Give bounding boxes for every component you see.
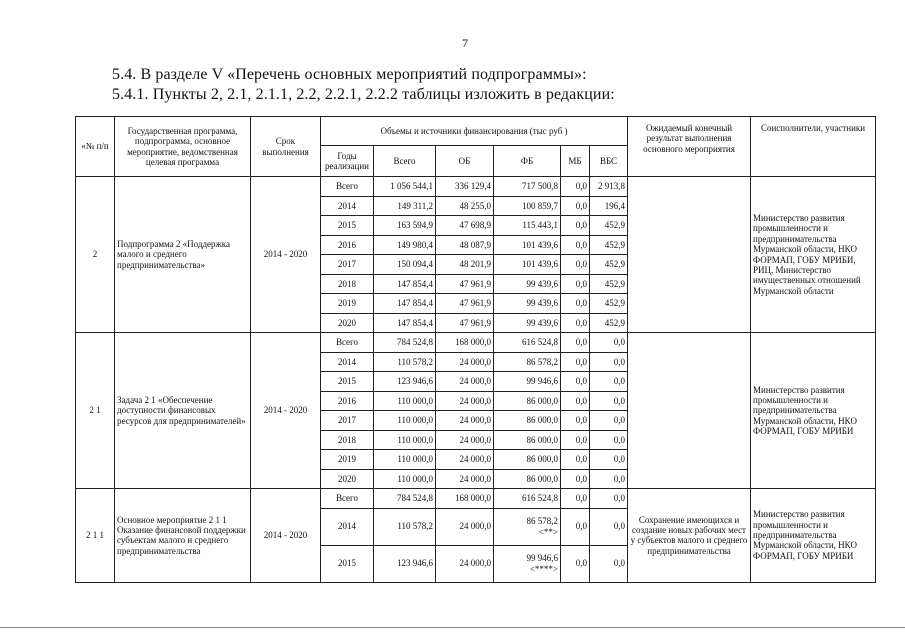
fb-cell	[494, 450, 561, 470]
mb-cell: 0,0	[561, 545, 590, 582]
mb-cell: 0,0	[561, 372, 590, 392]
term-cell: 2014 - 2020	[251, 333, 321, 489]
vbs-cell: 0,0	[590, 545, 628, 582]
ob-cell: 24 000,0	[436, 450, 494, 470]
fb-value: 101 439,6	[522, 239, 558, 250]
total-cell: 784 524,8	[374, 489, 436, 509]
total-cell: 1 056 544,1	[374, 177, 436, 197]
table-row	[76, 177, 876, 197]
fb-value: 100 859,7	[522, 200, 558, 211]
total-cell: 150 094,4	[374, 255, 436, 275]
fb-value: 616 524,8	[522, 337, 558, 348]
header-ob: ОБ	[436, 146, 494, 177]
fb-value: 86 000,0	[526, 434, 558, 445]
table-row	[76, 333, 876, 353]
mb-cell: 0,0	[561, 177, 590, 197]
term-cell: 2014 - 2020	[251, 177, 321, 333]
row-number: 2 1 1	[76, 489, 115, 583]
header-total: Всего	[374, 146, 436, 177]
fb-cell	[494, 177, 561, 197]
year-cell: 2016	[321, 391, 374, 411]
vbs-cell: 452,9	[590, 235, 628, 255]
vbs-cell: 0,0	[590, 372, 628, 392]
vbs-cell: 0,0	[590, 469, 628, 489]
header-coexec: Соисполнители, участники	[751, 117, 876, 177]
fb-value: 86 000,0	[526, 415, 558, 426]
ob-cell: 24 000,0	[436, 352, 494, 372]
header-mb: МБ	[561, 146, 590, 177]
subsection-heading: 5.4.1. Пункты 2, 2.1, 2.1.1, 2.2, 2.2.1, 2.2.2 таблицы изложить в редакции:	[112, 86, 615, 103]
co-executors: Министерство развития промышленности и предпринимательства Мурманской области, НКО ФОРМАП, ГОБУ МРИБИ, РИЦ, Министерство имущественных отношений Мурманской области	[751, 177, 876, 333]
fb-cell	[494, 255, 561, 275]
total-cell: 149 311,2	[374, 196, 436, 216]
fb-cell	[494, 411, 561, 431]
expected-result	[628, 333, 751, 489]
vbs-cell: 0,0	[590, 430, 628, 450]
mb-cell: 0,0	[561, 196, 590, 216]
year-cell: Всего	[321, 489, 374, 509]
fb-value: 99 439,6	[526, 298, 558, 309]
ob-cell: 24 000,0	[436, 391, 494, 411]
table-row	[76, 489, 876, 509]
total-cell: 784 524,8	[374, 333, 436, 353]
vbs-cell: 452,9	[590, 216, 628, 236]
ob-cell: 24 000,0	[436, 545, 494, 582]
section-heading: 5.4. В разделе V «Перечень основных мероприятий подпрограммы»:	[112, 66, 587, 83]
program-name: Подпрограмма 2 «Поддержка малого и среднего предпринимательства»	[115, 177, 251, 333]
mb-cell: 0,0	[561, 352, 590, 372]
mb-cell: 0,0	[561, 450, 590, 470]
ob-cell: 47 698,9	[436, 216, 494, 236]
mb-cell: 0,0	[561, 235, 590, 255]
vbs-cell: 0,0	[590, 352, 628, 372]
year-cell: 2015	[321, 545, 374, 582]
ob-cell: 168 000,0	[436, 333, 494, 353]
mb-cell: 0,0	[561, 294, 590, 314]
vbs-cell: 0,0	[590, 508, 628, 545]
fb-cell	[494, 430, 561, 450]
year-cell: 2020	[321, 469, 374, 489]
fb-cell	[494, 469, 561, 489]
total-cell: 110 000,0	[374, 430, 436, 450]
ob-cell: 24 000,0	[436, 469, 494, 489]
year-cell: 2019	[321, 294, 374, 314]
co-executors: Министерство развития промышленности и предпринимательства Мурманской области, НКО ФОРМАП, ГОБУ МРИБИ	[751, 333, 876, 489]
fb-cell	[494, 313, 561, 333]
total-cell: 147 854,4	[374, 313, 436, 333]
total-cell: 110 000,0	[374, 391, 436, 411]
total-cell: 147 854,4	[374, 274, 436, 294]
mb-cell: 0,0	[561, 469, 590, 489]
ob-cell: 24 000,0	[436, 411, 494, 431]
fb-value: 99 439,6	[526, 278, 558, 289]
vbs-cell: 0,0	[590, 411, 628, 431]
fb-footnote-mark: <****>	[529, 563, 558, 574]
mb-cell: 0,0	[561, 274, 590, 294]
mb-cell: 0,0	[561, 430, 590, 450]
mb-cell: 0,0	[561, 391, 590, 411]
total-cell: 110 578,2	[374, 508, 436, 545]
vbs-cell: 0,0	[590, 489, 628, 509]
mb-cell: 0,0	[561, 489, 590, 509]
ob-cell: 24 000,0	[436, 372, 494, 392]
program-name: Задача 2 1 «Обеспечение доступности финансовых ресурсов для предпринимателей»	[115, 333, 251, 489]
vbs-cell: 0,0	[590, 333, 628, 353]
vbs-cell: 196,4	[590, 196, 628, 216]
expected-result	[628, 177, 751, 333]
expected-result: Сохранение имеющихся и создание новых рабочих мест у субъектов малого и среднего предпринимательства	[628, 489, 751, 583]
vbs-cell: 452,9	[590, 313, 628, 333]
fb-value: 99 946,6	[526, 376, 558, 387]
term-cell: 2014 - 2020	[251, 489, 321, 583]
total-cell: 149 980,4	[374, 235, 436, 255]
ob-cell: 47 961,9	[436, 274, 494, 294]
header-funding: Объемы и источники финансирования (тыс руб )	[321, 117, 628, 146]
vbs-cell: 2 913,8	[590, 177, 628, 197]
year-cell: 2018	[321, 274, 374, 294]
fb-cell	[494, 391, 561, 411]
header-term: Срок выполнения	[251, 117, 321, 177]
year-cell: 2016	[321, 235, 374, 255]
ob-cell: 48 255,0	[436, 196, 494, 216]
fb-cell	[494, 196, 561, 216]
program-name: Основное мероприятие 2 1 1 Оказание финансовой поддержки субъектам малого и среднего предпринимательства	[115, 489, 251, 583]
vbs-cell: 0,0	[590, 450, 628, 470]
fb-value: 101 439,6	[522, 259, 558, 270]
header-result: Ожидаемый конечный результат выполнения основного мероприятия	[628, 117, 751, 177]
fb-cell	[494, 372, 561, 392]
ob-cell: 48 201,9	[436, 255, 494, 275]
fb-cell	[494, 333, 561, 353]
ob-cell: 168 000,0	[436, 489, 494, 509]
fb-cell	[494, 545, 561, 582]
mb-cell: 0,0	[561, 411, 590, 431]
year-cell: 2015	[321, 372, 374, 392]
fb-cell	[494, 489, 561, 509]
fb-value: 115 443,1	[522, 220, 558, 231]
fb-value: 86 000,0	[526, 454, 558, 465]
fb-footnote-mark: <**>	[538, 526, 558, 537]
year-cell: 2014	[321, 196, 374, 216]
header-program: Государственная программа, подпрограмма, основное мероприятие, ведомственная целевая программа	[115, 117, 251, 177]
co-executors: Министерство развития промышленности и предпринимательства Мурманской области, НКО ФОРМАП, ГОБУ МРИБИ	[751, 489, 876, 583]
fb-cell	[494, 235, 561, 255]
fb-value: 99 439,6	[526, 317, 558, 328]
ob-cell: 24 000,0	[436, 508, 494, 545]
vbs-cell: 452,9	[590, 294, 628, 314]
vbs-cell: 452,9	[590, 274, 628, 294]
fb-value: 99 946,6	[526, 552, 558, 563]
fb-cell	[494, 274, 561, 294]
header-years: Годы реализации	[321, 146, 374, 177]
ob-cell: 336 129,4	[436, 177, 494, 197]
mb-cell: 0,0	[561, 333, 590, 353]
scan-edge	[0, 627, 905, 628]
fb-cell	[494, 508, 561, 545]
measures-table	[75, 116, 876, 583]
ob-cell: 47 961,9	[436, 313, 494, 333]
fb-value: 616 524,8	[522, 493, 558, 504]
mb-cell: 0,0	[561, 508, 590, 545]
table-body	[76, 177, 876, 583]
fb-value: 86 578,2	[526, 515, 558, 526]
ob-cell: 47 961,9	[436, 294, 494, 314]
mb-cell: 0,0	[561, 255, 590, 275]
header-vbs: ВБС	[590, 146, 628, 177]
year-cell: 2014	[321, 352, 374, 372]
vbs-cell: 452,9	[590, 255, 628, 275]
mb-cell: 0,0	[561, 313, 590, 333]
year-cell: 2017	[321, 411, 374, 431]
year-cell: 2019	[321, 450, 374, 470]
header-fb: ФБ	[494, 146, 561, 177]
vbs-cell: 0,0	[590, 391, 628, 411]
total-cell: 123 946,6	[374, 545, 436, 582]
fb-cell	[494, 352, 561, 372]
fb-cell	[494, 294, 561, 314]
fb-value: 717 500,8	[522, 181, 558, 192]
ob-cell: 24 000,0	[436, 430, 494, 450]
year-cell: 2020	[321, 313, 374, 333]
header-num: «№ п/п	[76, 117, 115, 177]
total-cell: 110 578,2	[374, 352, 436, 372]
ob-cell: 48 087,9	[436, 235, 494, 255]
year-cell: 2015	[321, 216, 374, 236]
fb-value: 86 578,2	[526, 356, 558, 367]
row-number: 2	[76, 177, 115, 333]
page-number: 7	[462, 36, 468, 50]
total-cell: 163 594,9	[374, 216, 436, 236]
year-cell: 2017	[321, 255, 374, 275]
fb-cell	[494, 216, 561, 236]
total-cell: 147 854,4	[374, 294, 436, 314]
total-cell: 110 000,0	[374, 469, 436, 489]
year-cell: 2014	[321, 508, 374, 545]
fb-value: 86 000,0	[526, 473, 558, 484]
mb-cell: 0,0	[561, 216, 590, 236]
total-cell: 110 000,0	[374, 450, 436, 470]
year-cell: 2018	[321, 430, 374, 450]
total-cell: 110 000,0	[374, 411, 436, 431]
year-cell: Всего	[321, 177, 374, 197]
row-number: 2 1	[76, 333, 115, 489]
year-cell: Всего	[321, 333, 374, 353]
fb-value: 86 000,0	[526, 395, 558, 406]
total-cell: 123 946,6	[374, 372, 436, 392]
